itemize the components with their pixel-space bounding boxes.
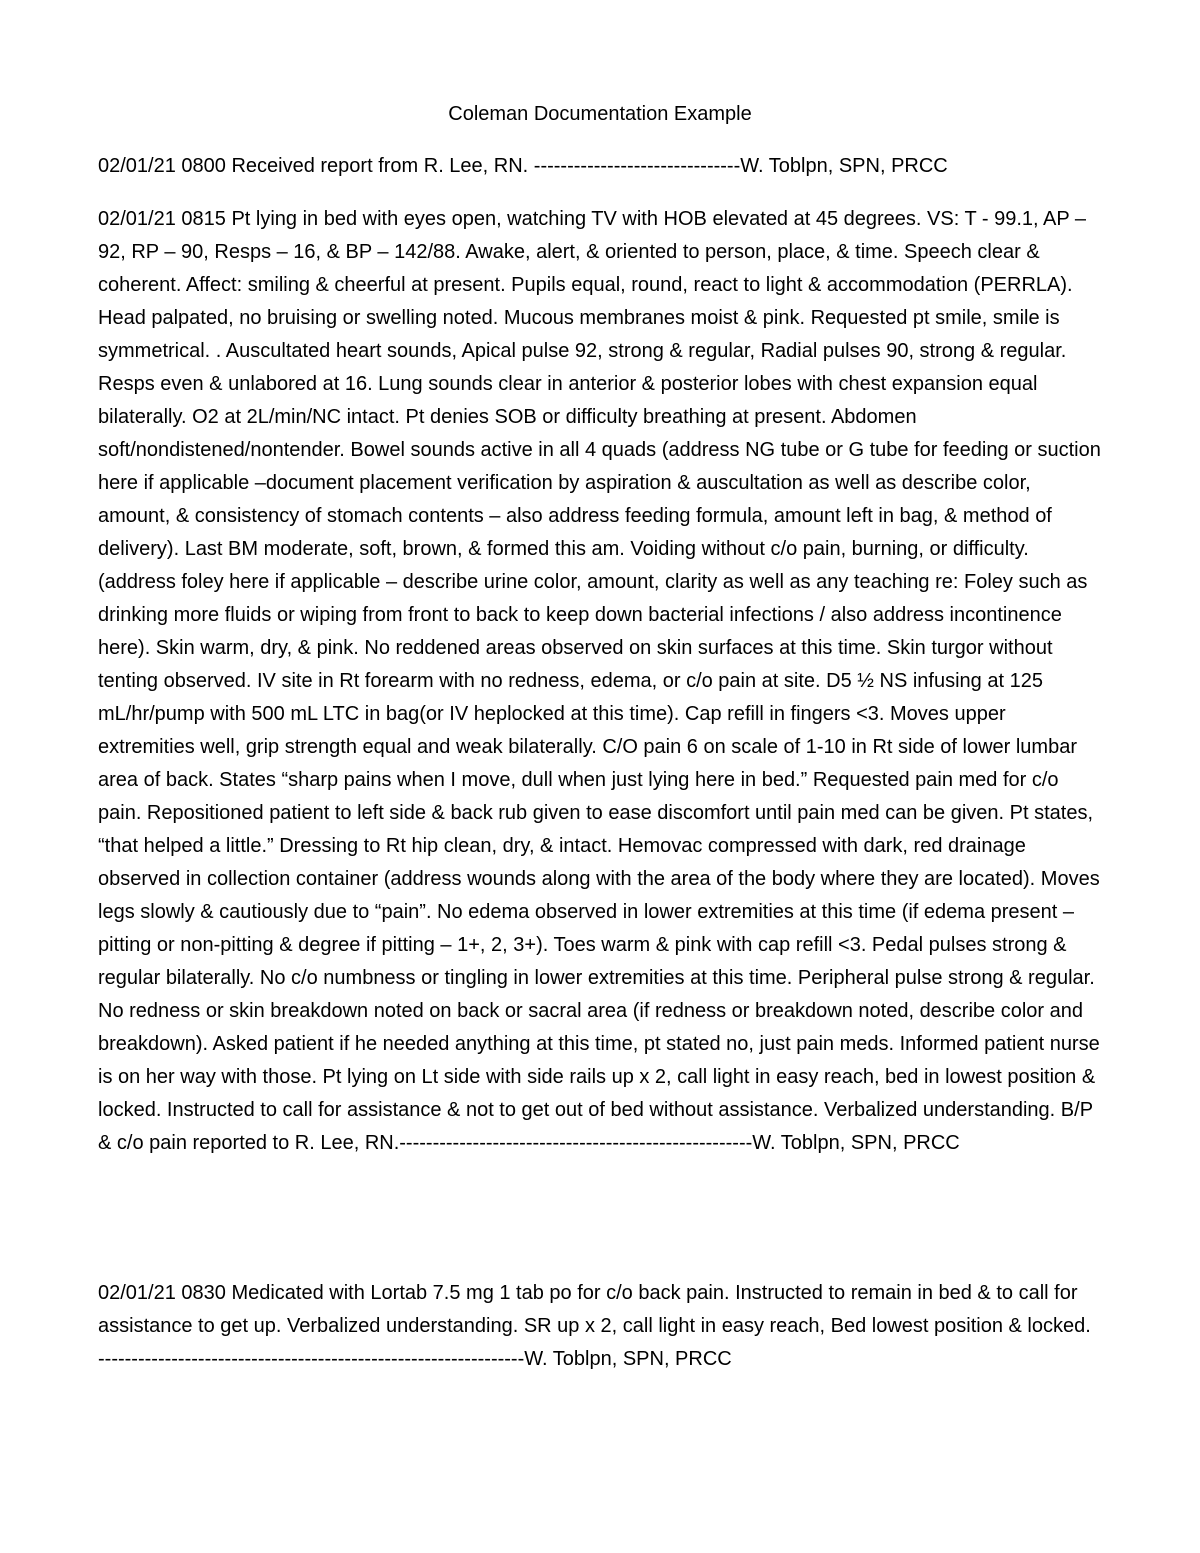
note-entry-0815: 02/01/21 0815 Pt lying in bed with eyes open, watching TV with HOB elevated at 45 degrees. VS: T - 99.1, AP – 92, RP – 90, Resps – 16, & BP – 142/88. Awake, alert, & oriented to person, place, & time. Speech clear & coherent. Affect: smiling & cheerful at present. Pupils equal, round, react to light & accommodation (PERRLA). Head palpated, no bruising or swelling noted. Mucous membranes moist & pink. Requested pt smile, smile is symmetrical. . Auscultated heart sounds, Apical pulse 92, strong & regular, Radial pulses 90, strong & regular. Resps even & unlabored at 16. Lung sounds clear in anterior & posterior lobes with chest expansion equal bilaterally. O2 at 2L/min/NC intact. Pt denies SOB or difficulty breathing at present. Abdomen soft/nondistened/nontender. Bowel sounds active in all 4 quads (address NG tube or G tube for feeding or suction here if applicable –document placement verification by aspiration & auscultation as well as describe color, amount, & consistency of stomach contents – also address feeding formula, amount left in bag, & method of delivery). Last BM moderate, soft, brown, & formed this am. Voiding without c/o pain, burning, or difficulty. (address foley here if applicable – describe urine color, amount, clarity as well as any teaching re: Foley such as drinking more fluids or wiping from front to back to keep down bacterial infections / also address incontinence here). Skin warm, dry, & pink. No reddened areas observed on skin surfaces at this time. Skin turgor without tenting observed. IV site in Rt forearm with no redness, edema, or c/o pain at site. D5 ½ NS infusing at 125 mL/hr/pump with 500 mL LTC in bag(or IV heplocked at this time). Cap refill in fingers <3. Moves upper extremities well, grip strength equal and weak bilaterally. C/O pain 6 on scale of 1-10 in Rt side of lower lumbar area of back. States “sharp pains when I move, dull when just lying here in bed.” Requested pain med for c/o pain. Repositioned patient to left side & back rub given to ease discomfort until pain med can be given. Pt states, “that helped a little.” Dressing to Rt hip clean, dry, & intact. Hemovac compressed with dark, red drainage observed in collection container (address wounds along with the area of the body where they are located). Moves legs slowly & cautiously due to “pain”. No edema observed in lower extremities at this time (if edema present – pitting or non-pitting & degree if pitting – 1+, 2, 3+). Toes warm & pink with cap refill <3. Pedal pulses strong & regular bilaterally. No c/o numbness or tingling in lower extremities at this time. Peripheral pulse strong & regular. No redness or skin breakdown noted on back or sacral area (if redness or breakdown noted, describe color and breakdown). Asked patient if he needed anything at this time, pt stated no, just pain meds. Informed patient nurse is on her way with those. Pt lying on Lt side with side rails up x 2, call light in easy reach, bed in lowest position & locked. Instructed to call for assistance & not to get out of bed without assistance. Verbalized understanding. B/P & c/o pain reported to R. Lee, RN.-----------------------------------------------------W. Toblpn, SPN, PRCC bbox=[98, 208, 1101, 1154]
document-title: Coleman Documentation Example bbox=[448, 103, 752, 125]
note-entry-0830: 02/01/21 0830 Medicated with Lortab 7.5 mg 1 tab po for c/o back pain. Instructed to remain in bed & to call for assistance to get up. Verbalized understanding. SR up x 2, call light in easy reach, Bed lowest position & locked. ----------------------------------------------------------------W. Toblpn, SPN, PRCC bbox=[98, 1282, 1091, 1370]
note-entry-0800: 02/01/21 0800 Received report from R. Lee, RN. -------------------------------W. Toblpn, SPN, PRCC bbox=[98, 155, 948, 177]
